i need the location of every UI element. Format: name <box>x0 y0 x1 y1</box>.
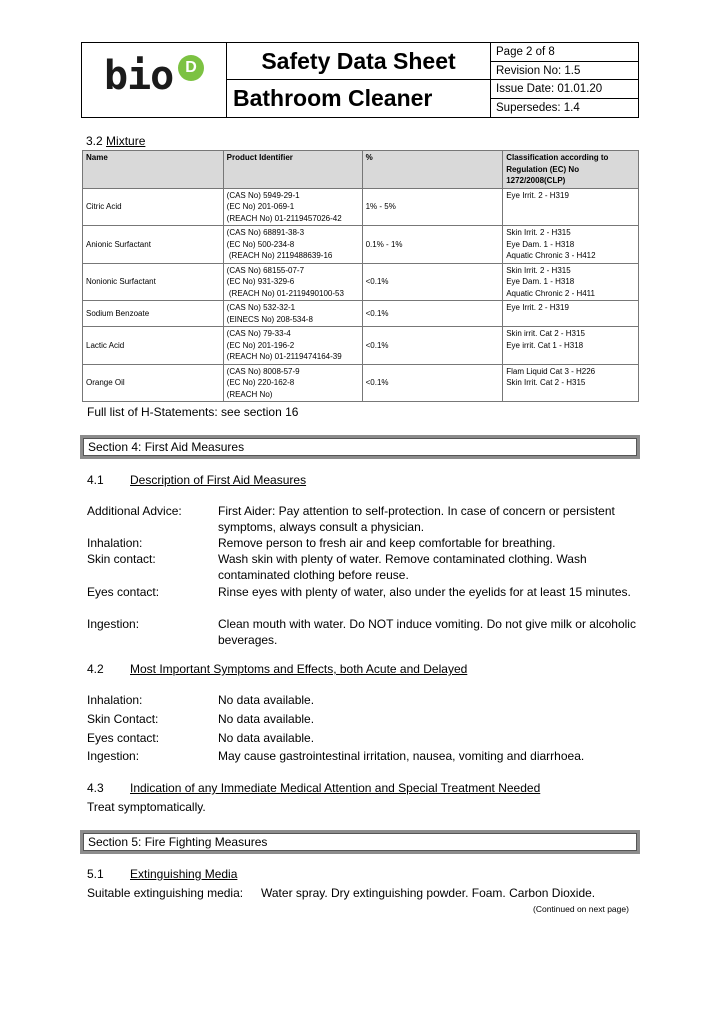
subsection-4-3-number: 4.3 <box>87 781 104 795</box>
classification <box>503 226 639 264</box>
subsection-4-2-number: 4.2 <box>87 662 104 676</box>
symptom-skin-text: No data available. <box>218 712 315 726</box>
inhalation-label: Inhalation: <box>87 536 143 550</box>
section-5-title: Section 5: Fire Fighting Measures <box>83 833 637 851</box>
classification <box>503 301 639 327</box>
symptom-skin-label: Skin Contact: <box>87 712 159 726</box>
logo-cell <box>82 43 227 117</box>
product-identifier <box>223 364 362 402</box>
concentration: <0.1% <box>362 327 503 365</box>
classification <box>503 263 639 301</box>
skin-contact-text: Wash skin with plenty of water. Remove contaminated clothing. Wash contaminated clothing before reuse. <box>218 552 587 582</box>
document-header <box>81 42 639 118</box>
concentration: <0.1% <box>362 301 503 327</box>
h-statements-note: Full list of H-Statements: see section 16 <box>87 405 299 419</box>
mixture-number: 3.2 <box>86 134 103 148</box>
identifier-line: (CAS No) 79-33-4 <box>226 329 291 338</box>
col-identifier: Product Identifier <box>223 151 362 189</box>
mixture-row <box>83 327 639 365</box>
title-cell <box>227 43 491 117</box>
classification <box>503 188 639 226</box>
subsection-4-3-title: Indication of any Immediate Medical Attention and Special Treatment Needed <box>130 781 541 795</box>
identifier-line: (REACH No) <box>226 389 273 399</box>
meta-cell <box>491 43 638 117</box>
skin-contact-label: Skin contact: <box>87 552 156 566</box>
section-4-title: Section 4: First Aid Measures <box>83 438 637 456</box>
identifier-line: (EC No) 201-069-1 <box>226 202 295 211</box>
classification-line: Skin irrit. Cat 2 - H315 <box>506 329 585 338</box>
doc-title: Safety Data Sheet <box>227 43 490 80</box>
classification-line: Flam Liquid Cat 3 - H226 <box>506 366 596 376</box>
identifier-line: (CAS No) 68155-07-7 <box>226 265 305 275</box>
classification-line: Eye Irrit. 2 - H319 <box>506 303 569 312</box>
substance-name: Sodium Benzoate <box>83 301 224 327</box>
concentration: <0.1% <box>362 364 503 402</box>
suitable-media-label: Suitable extinguishing media: <box>87 886 244 900</box>
subsection-4-1-title: Description of First Aid Measures <box>130 473 307 487</box>
page-number: Page 2 of 8 <box>491 43 638 62</box>
inhalation-text: Remove person to fresh air and keep comfortable for breathing. <box>218 536 556 550</box>
symptom-ingestion-text: May cause gastrointestinal irritation, nausea, vomiting and diarrhoea. <box>218 749 585 763</box>
identifier-line: (EC No) 201-196-2 <box>226 340 295 350</box>
bio-d-logo <box>104 53 214 107</box>
eyes-contact-label: Eyes contact: <box>87 585 160 599</box>
classification-line: Eye Irrit. 2 - H319 <box>506 190 569 200</box>
mixture-row <box>83 301 639 327</box>
treatment-text: Treat symptomatically. <box>87 800 206 814</box>
mixture-row <box>83 188 639 226</box>
identifier-line: (REACH No) 01-2119457026-42 <box>226 213 342 223</box>
symptom-inhalation-text: No data available. <box>218 693 315 707</box>
identifier-line: (CAS No) 8008-57-9 <box>226 366 300 376</box>
mixture-header-row <box>83 151 639 189</box>
concentration: 0.1% - 1% <box>362 226 503 264</box>
identifier-line: (REACH No) 2119488639-16 <box>226 251 333 260</box>
product-identifier <box>223 327 362 365</box>
continued-note: (Continued on next page) <box>533 904 629 914</box>
classification-line: Eye irrit. Cat 1 - H318 <box>506 340 584 350</box>
logo-text: bio <box>104 53 174 99</box>
ingestion-text: Clean mouth with water. Do NOT induce vomiting. Do not give milk or alcoholic beverages. <box>218 617 636 647</box>
classification-line: Aquatic Chronic 2 - H411 <box>506 288 595 298</box>
concentration: 1% - 5% <box>362 188 503 226</box>
col-classification: Classification according to Regulation (EC) No 1272/2008(CLP) <box>503 151 639 189</box>
classification <box>503 364 639 402</box>
substance-name: Lactic Acid <box>83 327 224 365</box>
product-identifier <box>223 226 362 264</box>
mixture-title: Mixture <box>106 134 146 148</box>
identifier-line: (CAS No) 68891-38-3 <box>226 228 305 237</box>
identifier-line: (EC No) 931-329-6 <box>226 277 295 286</box>
mixture-row <box>83 263 639 301</box>
identifier-line: (REACH No) 01-2119490100-53 <box>226 288 344 298</box>
classification-line: Skin Irrit. Cat 2 - H315 <box>506 378 586 387</box>
substance-name: Orange Oil <box>83 364 224 402</box>
identifier-line: (REACH No) 01-2119474164-39 <box>226 352 342 361</box>
classification <box>503 327 639 365</box>
additional-advice-label: Additional Advice: <box>87 504 182 518</box>
mixture-heading <box>86 134 145 148</box>
identifier-line: (CAS No) 532-32-1 <box>226 303 296 312</box>
subsection-5-1-number: 5.1 <box>87 867 104 881</box>
col-percent: % <box>362 151 503 189</box>
classification-line: Skin Irrit. 2 - H315 <box>506 228 571 237</box>
suitable-media-text: Water spray. Dry extinguishing powder. Foam. Carbon Dioxide. <box>261 886 596 900</box>
classification-line: Eye Dam. 1 - H318 <box>506 239 575 249</box>
supersedes: Supersedes: 1.4 <box>496 101 580 114</box>
revision-number: Revision No: 1.5 <box>491 62 638 81</box>
mixture-table <box>82 150 639 402</box>
mixture-row <box>83 364 639 402</box>
substance-name: Citric Acid <box>83 188 224 226</box>
subsection-4-1-number: 4.1 <box>87 473 104 487</box>
section-5-bar <box>80 830 640 854</box>
symptom-inhalation-label: Inhalation: <box>87 693 143 707</box>
mixture-row <box>83 226 639 264</box>
classification-line: Skin Irrit. 2 - H315 <box>506 265 571 275</box>
subsection-5-1-title: Extinguishing Media <box>130 867 238 881</box>
subsection-4-2-title: Most Important Symptoms and Effects, both Acute and Delayed <box>130 662 468 676</box>
mixture-table-body <box>83 188 639 402</box>
eyes-contact-text: Rinse eyes with plenty of water, also under the eyelids for at least 15 minutes. <box>218 585 631 599</box>
ingestion-label: Ingestion: <box>87 617 140 631</box>
identifier-line: (CAS No) 5949-29-1 <box>226 190 300 200</box>
identifier-line: (EINECS No) 208-534-8 <box>226 314 313 324</box>
symptom-ingestion-label: Ingestion: <box>87 749 140 763</box>
concentration: <0.1% <box>362 263 503 301</box>
section-4-bar <box>80 435 640 459</box>
symptom-eyes-text: No data available. <box>218 731 315 745</box>
substance-name: Anionic Surfactant <box>83 226 224 264</box>
identifier-line: (EC No) 500-234-8 <box>226 239 295 249</box>
additional-advice-text: First Aider: Pay attention to self-protection. In case of concern or persistent symptoms, always consult a physician. <box>218 504 615 534</box>
product-identifier <box>223 263 362 301</box>
logo-mark: D <box>178 55 204 81</box>
classification-line: Aquatic Chronic 3 - H412 <box>506 251 596 260</box>
product-name: Bathroom Cleaner <box>233 85 433 111</box>
col-name: Name <box>83 151 224 189</box>
product-identifier <box>223 188 362 226</box>
classification-line: Eye Dam. 1 - H318 <box>506 277 575 286</box>
identifier-line: (EC No) 220-162-8 <box>226 378 295 387</box>
substance-name: Nonionic Surfactant <box>83 263 224 301</box>
product-identifier <box>223 301 362 327</box>
issue-date: Issue Date: 01.01.20 <box>491 80 638 99</box>
symptom-eyes-label: Eyes contact: <box>87 731 160 745</box>
